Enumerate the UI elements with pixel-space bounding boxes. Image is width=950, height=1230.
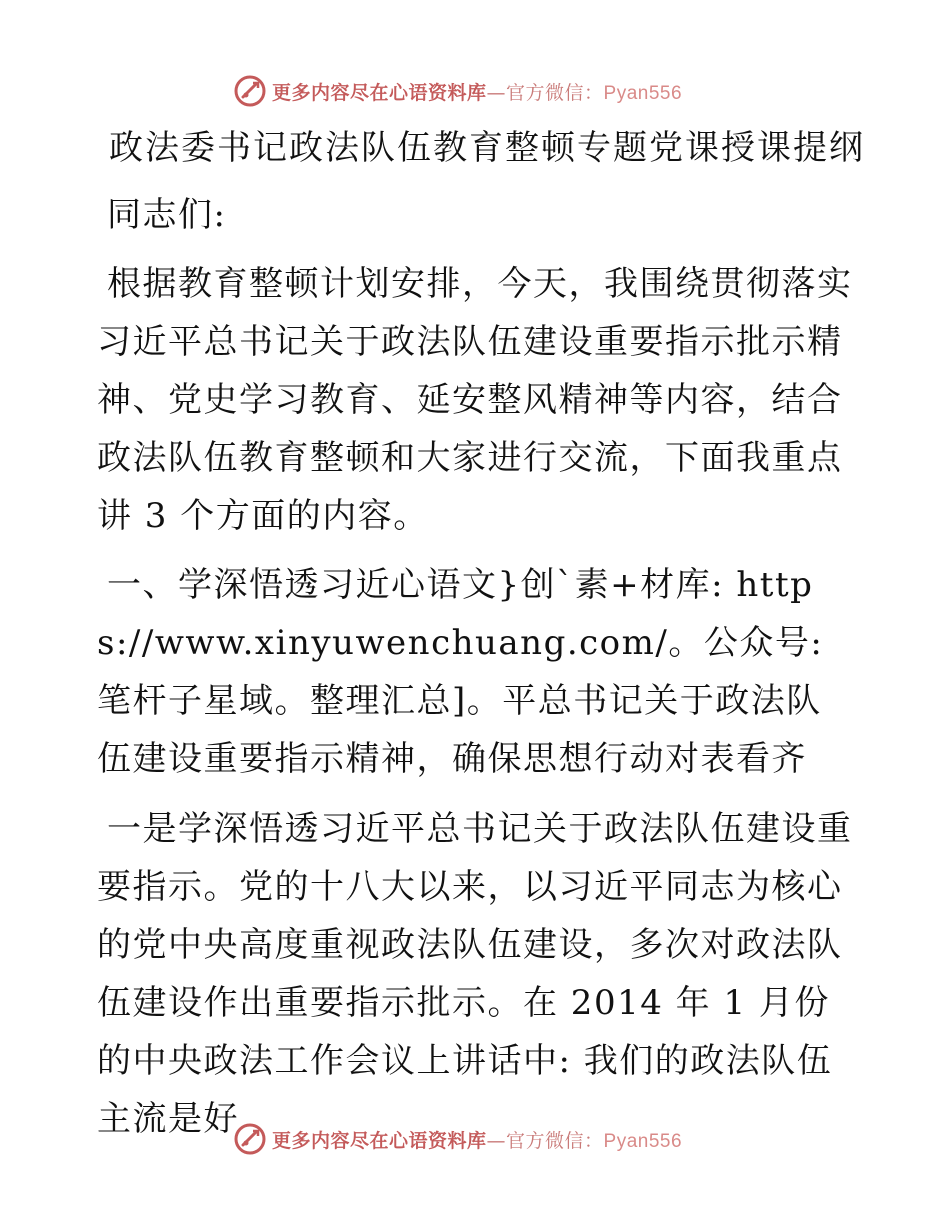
watermark-text <box>272 1126 682 1153</box>
watermark-wechat-label: 官方微信： <box>506 1129 604 1152</box>
watermark-text <box>272 78 682 105</box>
document-body <box>97 128 865 1148</box>
watermark-wechat-label: 官方微信： <box>506 81 604 104</box>
watermark-brand: 更多内容尽在心语资料库 <box>272 81 487 104</box>
salutation: 同志们: <box>107 195 227 235</box>
brand-logo-icon <box>234 75 266 107</box>
brand-logo-icon <box>234 1123 266 1155</box>
paragraph-intro: 根据教育整顿计划安排，今天，我围绕贯彻落实习近平总书记关于政法队伍建设重要指示批示精神、党史学习教育、延安整风精神等内容，结合政法队伍教育整顿和大家进行交流，下面我重点讲 3 个方面的内容。 <box>97 264 853 536</box>
watermark-header <box>234 74 682 108</box>
paragraph-section-one: 一、学深悟透习近心语文}创`素+材库: https://www.xinyuwenchuang.com/。公众号: 笔杆子星域。整理汇总]。平总书记关于政法队伍建设重要指示精神，确保思想行动对表看齐 <box>97 565 824 779</box>
document-title: 政法委书记政法队伍教育整顿专题党课授课提纲 <box>109 128 865 168</box>
watermark-dash: — <box>486 81 507 104</box>
watermark-wechat-id: Pyan556 <box>603 1130 683 1152</box>
paragraph-point-one: 一是学深悟透习近平总书记关于政法队伍建设重要指示。党的十八大以来，以习近平同志为核心的党中央高度重视政法队伍建设，多次对政法队伍建设作出重要指示批示。在 2014 年 1 月份的中央政法工作会议上讲话中: 我们的政法队伍主流是好 <box>97 809 853 1139</box>
watermark-wechat-id: Pyan556 <box>603 82 683 104</box>
watermark-dash: — <box>486 1129 507 1152</box>
watermark-footer <box>234 1122 682 1156</box>
watermark-brand: 更多内容尽在心语资料库 <box>272 1129 487 1152</box>
